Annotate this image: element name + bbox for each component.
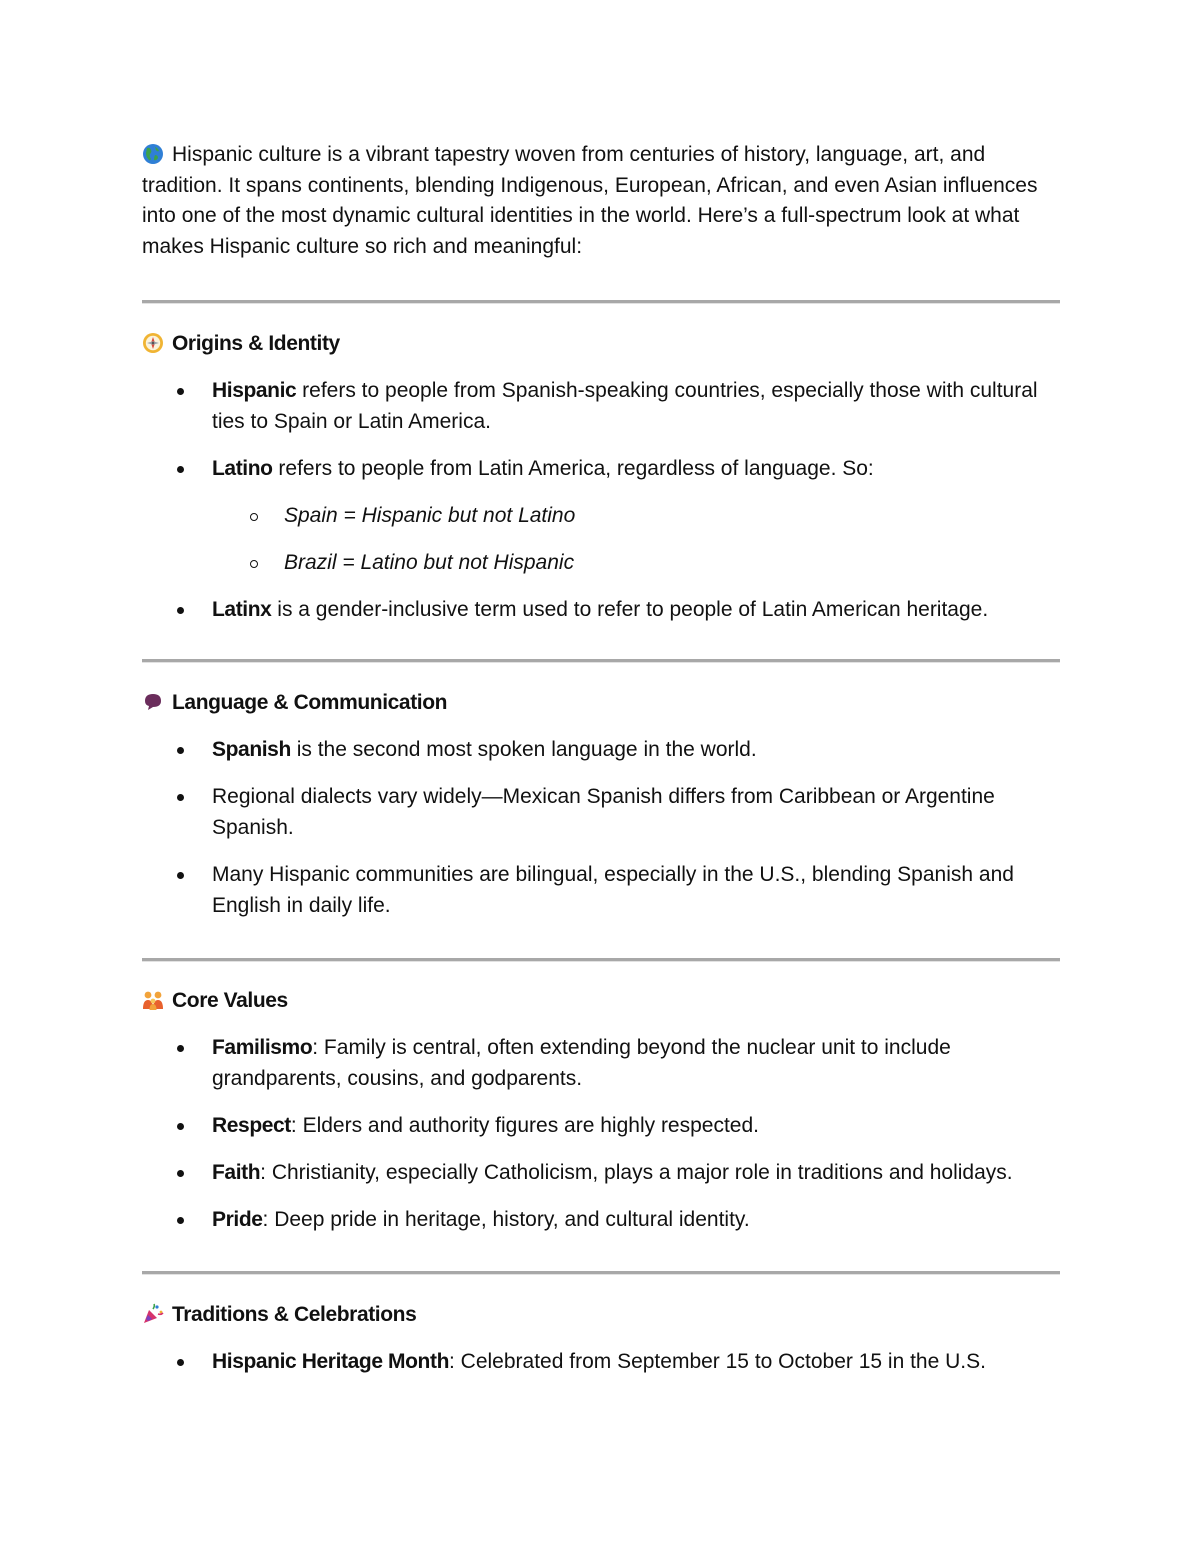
section-title-origins xyxy=(142,330,1060,358)
item-text: : Christianity, especially Catholicism, plays a major role in traditions and holidays. xyxy=(260,1161,1013,1184)
divider xyxy=(142,1271,1060,1274)
intro-text: Hispanic culture is a vibrant tapestry woven from centuries of history, language, art, and tradition. It spans continents, blending Indigenous, European, African, and even Asian influences into one of the most dynamic cultural identities in the world. Here’s a full-spectrum look at what makes Hispanic culture so rich and meaningful: xyxy=(142,143,1038,258)
list-item xyxy=(142,453,1060,484)
family-icon xyxy=(142,989,164,1011)
item-text: : Celebrated from September 15 to October 15 in the U.S. xyxy=(449,1350,986,1373)
globe-americas-icon xyxy=(142,143,164,165)
term: Spanish xyxy=(212,738,291,761)
speech-bubble-icon xyxy=(142,691,164,713)
item-text: is a gender-inclusive term used to refer to people of Latin American heritage. xyxy=(271,598,989,621)
term: Hispanic xyxy=(212,379,297,402)
item-text: : Deep pride in heritage, history, and cultural identity. xyxy=(262,1208,750,1231)
term: Latino xyxy=(212,457,273,480)
list-item xyxy=(142,1204,1060,1235)
language-list xyxy=(142,734,1060,921)
list-item xyxy=(142,734,1060,765)
term: Familismo xyxy=(212,1036,313,1059)
divider xyxy=(142,958,1060,961)
section-title-text: Origins & Identity xyxy=(172,332,340,355)
section-title-values xyxy=(142,987,1060,1015)
document-body xyxy=(142,140,1060,1377)
divider xyxy=(142,659,1060,662)
intro-paragraph xyxy=(142,140,1060,262)
divider xyxy=(142,300,1060,303)
section-title-language xyxy=(142,689,1060,717)
list-item: Many Hispanic communities are bilingual, especially in the U.S., blending Spanish and English in daily life. xyxy=(142,859,1060,921)
list-item xyxy=(142,1346,1060,1377)
party-popper-icon xyxy=(142,1303,164,1325)
traditions-list xyxy=(142,1346,1060,1377)
item-text: : Elders and authority figures are highly respected. xyxy=(290,1114,759,1137)
section-title-text: Traditions & Celebrations xyxy=(172,1303,417,1326)
compass-icon xyxy=(142,332,164,354)
item-text: refers to people from Spanish-speaking countries, especially those with cultural ties to Spain or Latin America. xyxy=(212,379,1038,433)
term: Latinx xyxy=(212,598,272,621)
sub-list-item: Spain = Hispanic but not Latino xyxy=(142,500,1060,531)
section-title-text: Core Values xyxy=(172,989,288,1012)
list-item xyxy=(142,375,1060,437)
section-title-text: Language & Communication xyxy=(172,691,448,714)
item-text: : Family is central, often extending beyond the nuclear unit to include grandparents, cousins, and godparents. xyxy=(212,1036,951,1090)
origins-list-continued xyxy=(142,594,1060,625)
list-item xyxy=(142,1032,1060,1094)
term: Faith xyxy=(212,1161,261,1184)
list-item xyxy=(142,1157,1060,1188)
item-text: is the second most spoken language in the world. xyxy=(290,738,757,761)
section-title-traditions xyxy=(142,1301,1060,1329)
sub-list-item: Brazil = Latino but not Hispanic xyxy=(142,547,1060,578)
term: Pride xyxy=(212,1208,263,1231)
values-list xyxy=(142,1032,1060,1235)
list-item xyxy=(142,594,1060,625)
origins-list xyxy=(142,375,1060,484)
list-item: Regional dialects vary widely—Mexican Spanish differs from Caribbean or Argentine Spanish. xyxy=(142,781,1060,843)
item-text: refers to people from Latin America, regardless of language. So: xyxy=(272,457,874,480)
term: Hispanic Heritage Month xyxy=(212,1350,449,1373)
term: Respect xyxy=(212,1114,291,1137)
origins-sublist xyxy=(142,500,1060,578)
list-item xyxy=(142,1110,1060,1141)
